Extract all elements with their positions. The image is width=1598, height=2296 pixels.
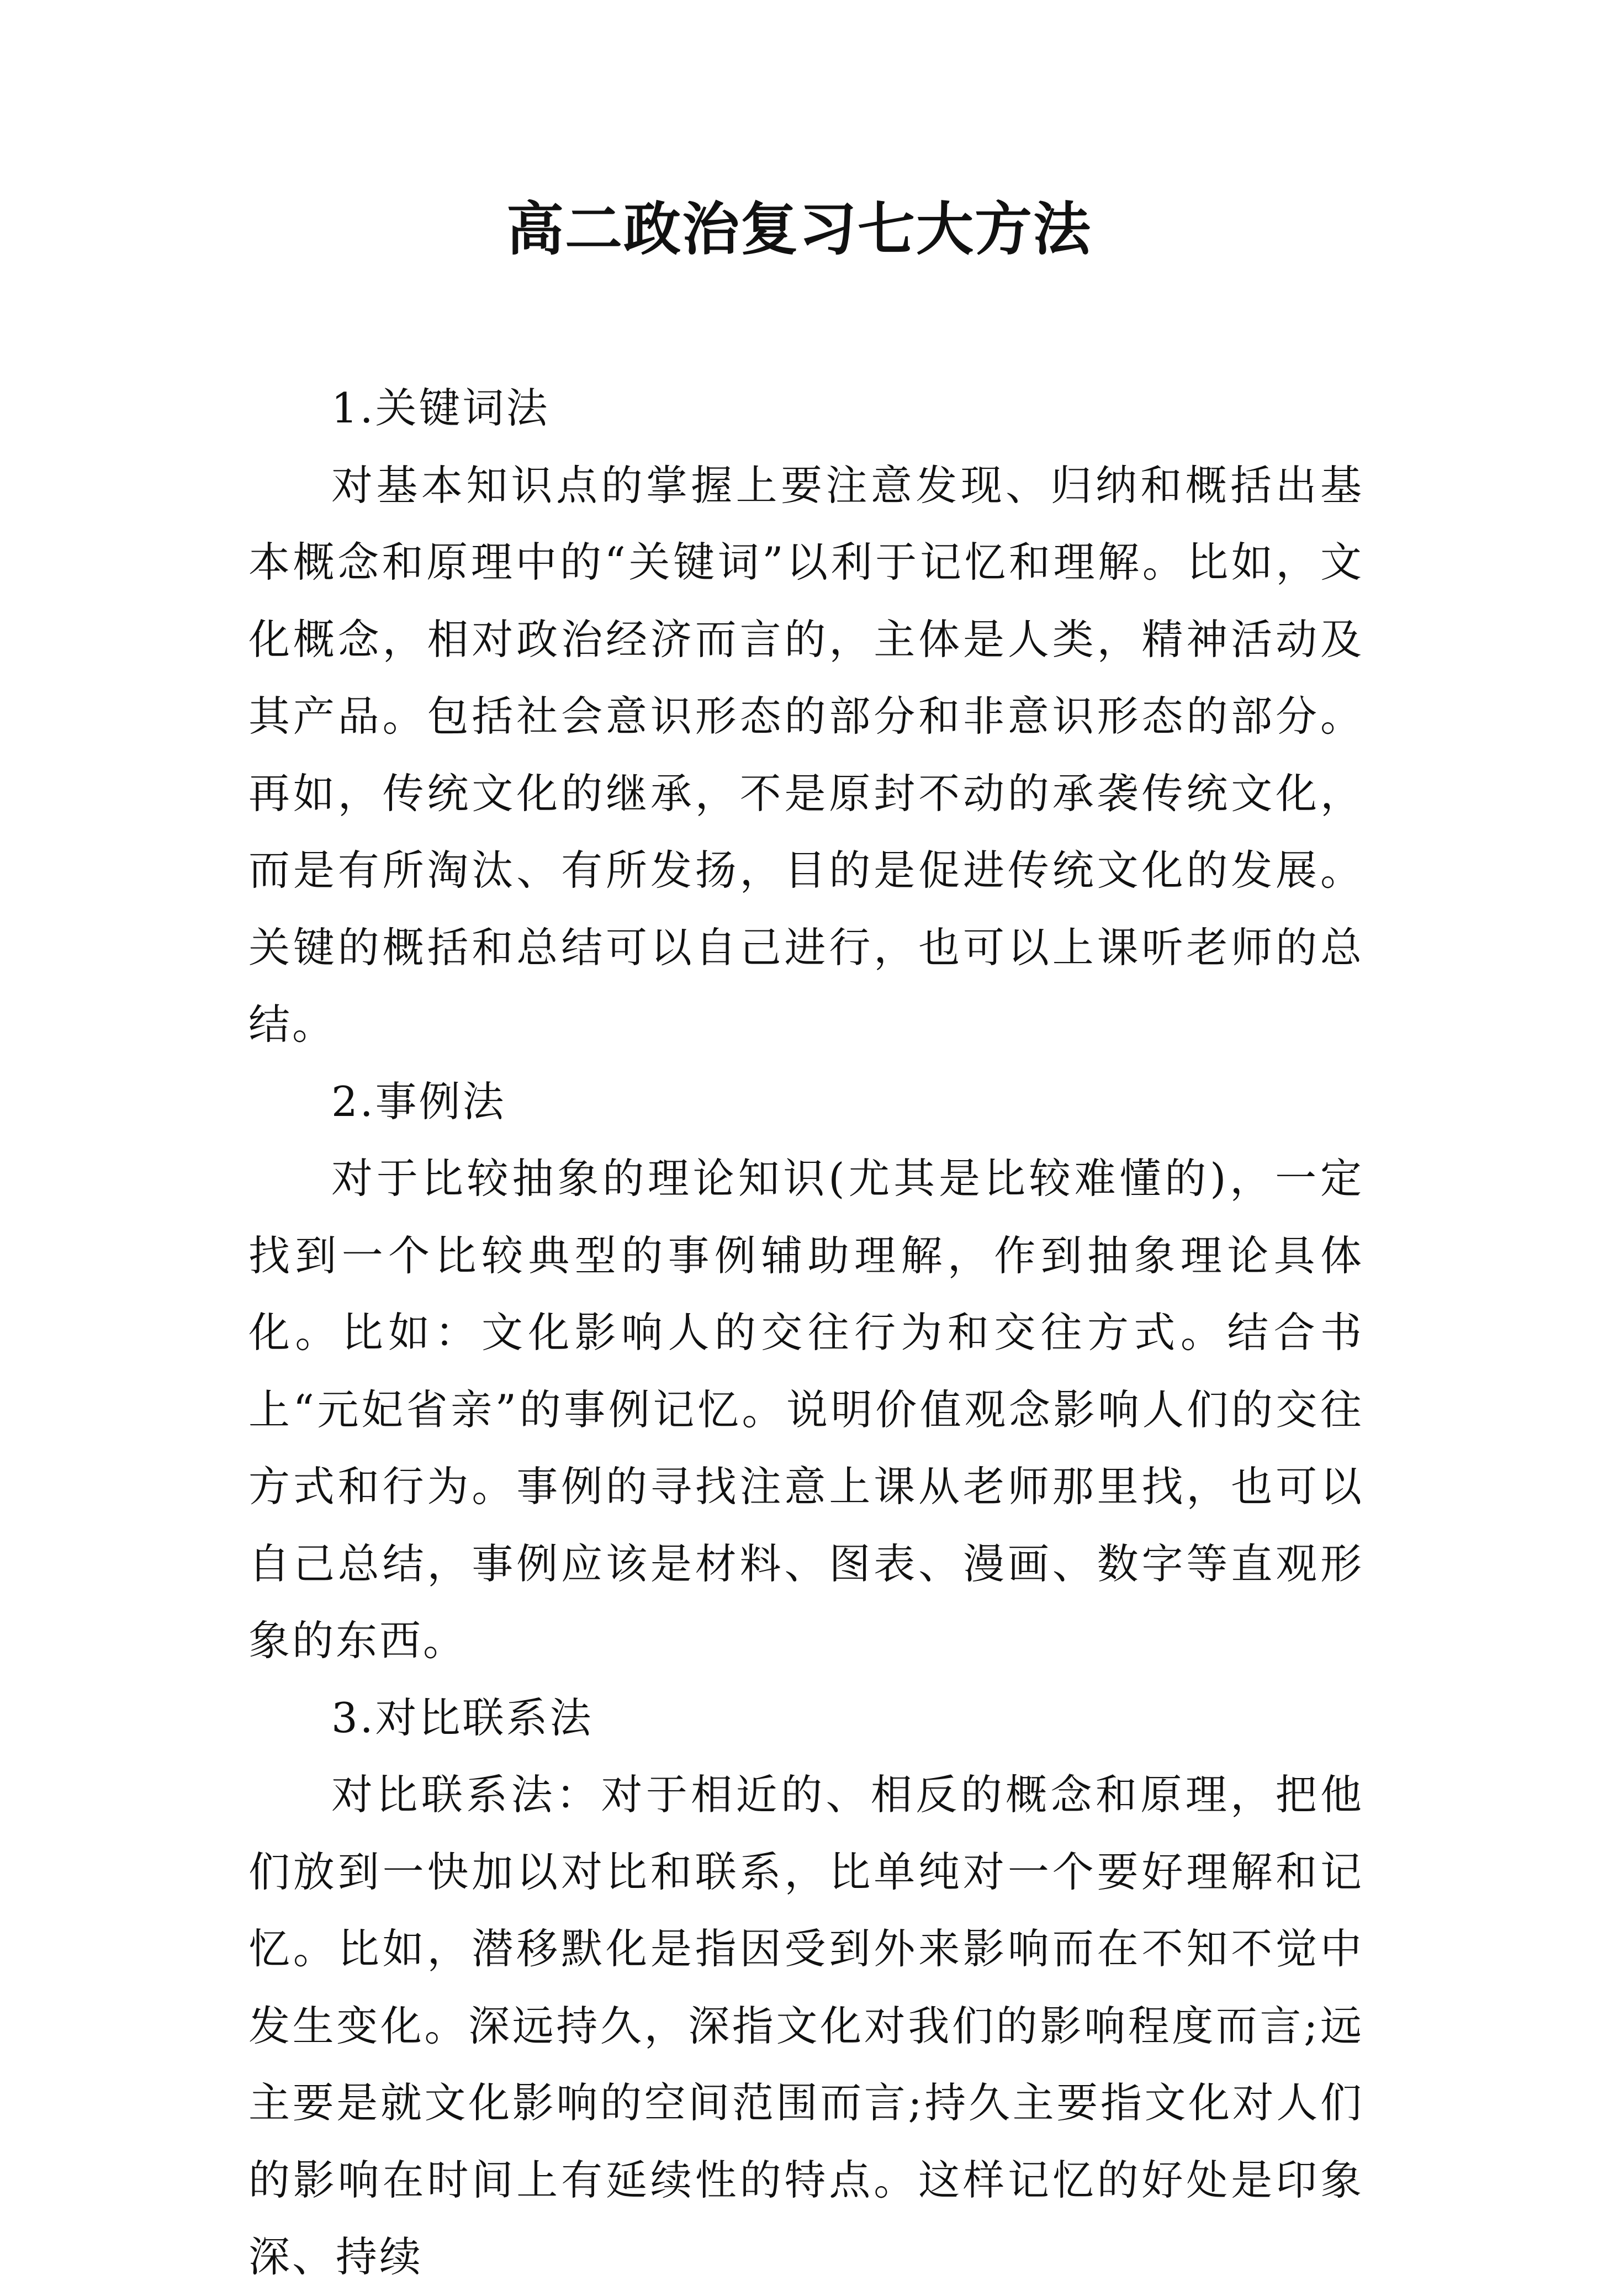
section-body-examples: 对于比较抽象的理论知识(尤其是比较难懂的)，一定找到一个比较典型的事例辅助理解，作到抽象理论具体化。比如：文化影响人的交往行为和交往方式。结合书上“元妃省亲”的事例记忆。说明价值观念影响人们的交往方式和行为。事例的寻找注意上课从老师那里找，也可以自己总结，事例应该是材料、图表、漫画、数字等直观形象的东西。 (248, 1154, 1364, 1665)
section-heading-comparison: 3.对比联系法 (331, 1693, 594, 1742)
section-body-comparison: 对比联系法：对于相近的、相反的概念和原理，把他们放到一快加以对比和联系，比单纯对一个要好理解和记忆。比如，潜移默化是指因受到外来影响而在不知不觉中发生变化。深远持久，深指文化对我们的影响程度而言;远主要是就文化影响的空间范围而言;持久主要指文化对人们的影响在时间上有延续性的特点。这样记忆的好处是印象深、持续 (248, 1770, 1364, 2281)
page-title: 高二政治复习七大方法 (506, 195, 1092, 263)
section-heading-keywords: 1.关键词法 (331, 384, 550, 432)
section-heading-examples: 2.事例法 (331, 1077, 506, 1126)
document-body (248, 370, 1364, 2296)
section-body-keywords: 对基本知识点的掌握上要注意发现、归纳和概括出基本概念和原理中的“关键词”以利于记忆和理解。比如，文化概念，相对政治经济而言的，主体是人类，精神活动及其产品。包括社会意识形态的部分和非意识形态的部分。再如，传统文化的继承，不是原封不动的承袭传统文化，而是有所淘汰、有所发扬，目的是促进传统文化的发展。关键的概括和总结可以自己进行，也可以上课听老师的总结。 (248, 461, 1364, 1049)
